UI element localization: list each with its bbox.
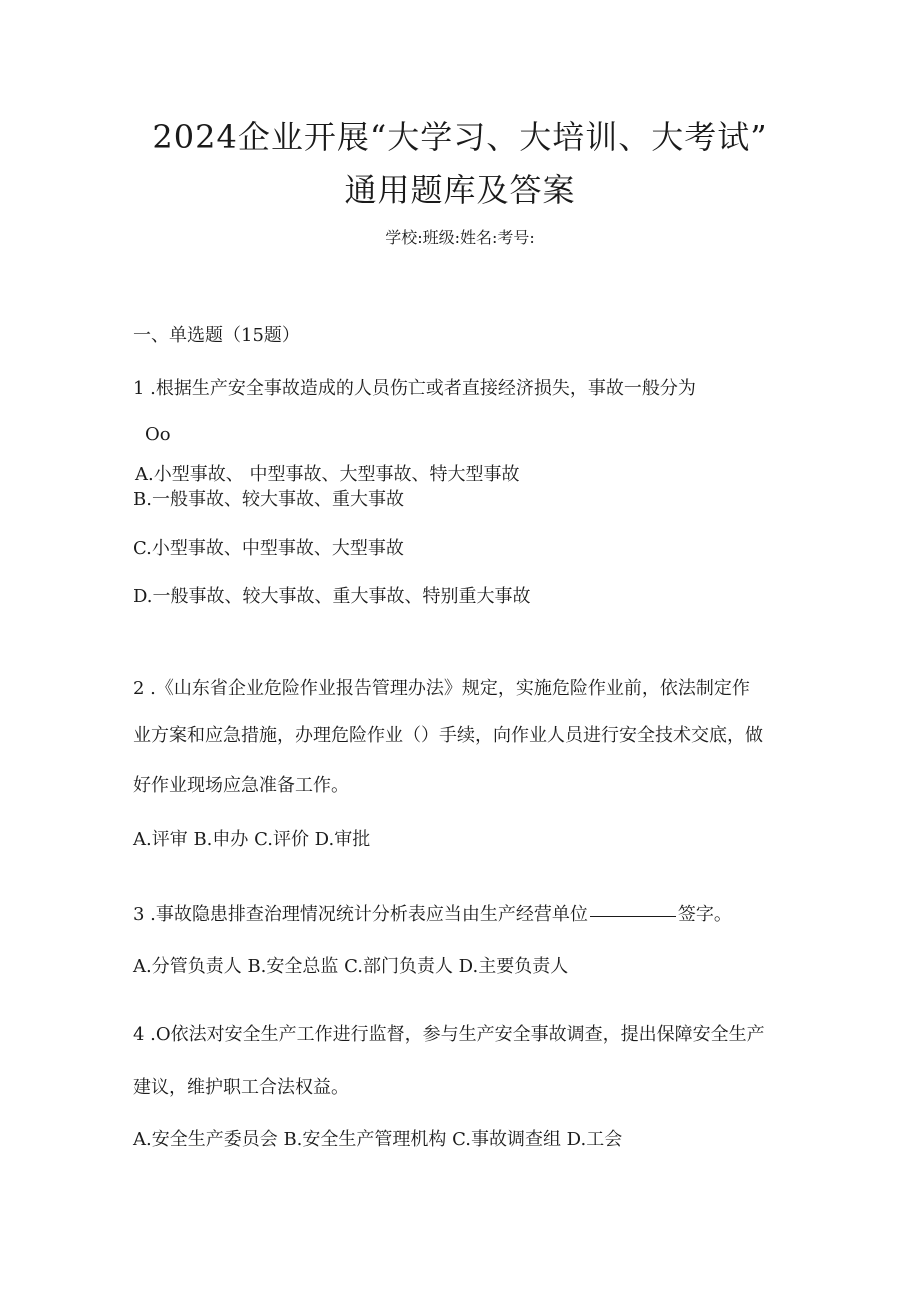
question-3-stem-tail: 签字。: [677, 904, 732, 925]
question-1-option-d: D.一般事故、较大事故、重大事故、特别重大事故: [133, 586, 531, 607]
question-4-options: A.安全生产委员会 B.安全生产管理机构 C.事故调查组 D.工会: [133, 1129, 623, 1150]
question-3-options: A.分管负责人 B.安全总监 C.部门负责人 D.主要负责人: [133, 956, 569, 977]
question-2-stem-line2: 业方案和应急措施，办理危险作业（）手续，向作业人员进行安全技术交底，做: [133, 725, 763, 746]
question-1-stem-line1: 1 .根据生产安全事故造成的人员伤亡或者直接经济损失，事故一般分为: [133, 378, 696, 399]
question-3-stem: [133, 900, 732, 926]
question-1-stem-line2: Oo: [145, 424, 171, 445]
question-4-stem-line2: 建议，维护职工合法权益。: [133, 1077, 349, 1098]
question-1-option-a: A.小型事故、 中型事故、大型事故、特大型事故: [135, 464, 520, 485]
answer-blank: [590, 916, 676, 917]
question-4-stem-line1: 4 .O依法对安全生产工作进行监督，参与生产安全事故调查，提出保障安全生产: [133, 1024, 765, 1045]
section-heading: 一、单选题（15题）: [133, 325, 300, 346]
question-3-stem-text: 3 .事故隐患排查治理情况统计分析表应当由生产经营单位: [133, 904, 588, 925]
question-2-options: A.评审 B.申办 C.评价 D.审批: [133, 829, 371, 850]
question-2-stem-line1: 2 .《山东省企业危险作业报告管理办法》规定，实施危险作业前，依法制定作: [133, 678, 750, 699]
document-title-line2: 通用题库及答案: [344, 171, 576, 209]
document-title-line1: 2024企业开展“大学习、大培训、大考试”: [152, 118, 768, 156]
question-1-option-c: C.小型事故、中型事故、大型事故: [133, 538, 404, 559]
question-1-option-b: B.一般事故、较大事故、重大事故: [133, 489, 404, 510]
question-2-stem-line3: 好作业现场应急准备工作。: [133, 775, 349, 796]
student-info-line: 学校:班级:姓名:考号:: [385, 228, 535, 247]
